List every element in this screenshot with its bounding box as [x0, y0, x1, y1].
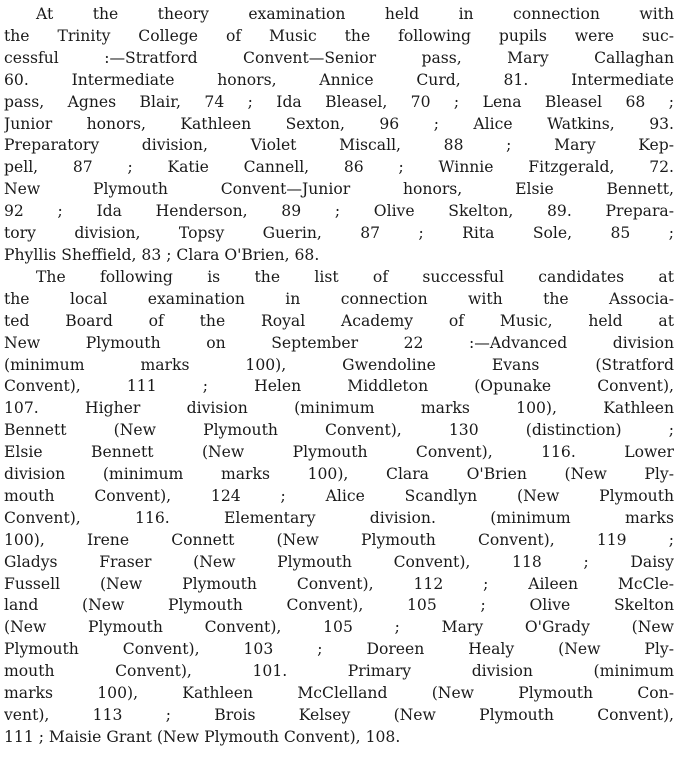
text-line: pass, Agnes Blair, 74 ; Ida Bleasel, 70 ; Lena Bleasel 68 ; [4, 92, 674, 111]
text-line: cessful :—Stratford Convent—Senior pass, Mary Callaghan [4, 48, 674, 67]
text-line: Convent), 116. Elementary division. (minimum marks [4, 508, 674, 527]
text-line: New Plymouth Convent—Junior honors, Elsie Bennett, [4, 180, 674, 199]
text-line: 111 ; Maisie Grant (New Plymouth Convent), 108. [4, 727, 401, 746]
text-line: Gladys Fraser (New Plymouth Convent), 118 ; Daisy [4, 552, 674, 571]
text-line: Plymouth Convent), 103 ; Doreen Healy (New Ply- [4, 640, 674, 659]
text-line: The following is the list of successful candidates at [36, 267, 674, 286]
text-line: Fussell (New Plymouth Convent), 112 ; Aileen McCle- [4, 574, 674, 593]
text-line: (minimum marks 100), Gwendoline Evans (Stratford [4, 355, 674, 374]
text-line: mouth Convent), 124 ; Alice Scandlyn (New Plymouth [4, 486, 674, 505]
text-line: Bennett (New Plymouth Convent), 130 (distinction) ; [4, 421, 674, 440]
text-line: At the theory examination held in connection with [36, 5, 674, 23]
text-line: Elsie Bennett (New Plymouth Convent), 116. Lower [4, 443, 674, 462]
text-line: Convent), 111 ; Helen Middleton (Opunake Convent), [4, 377, 674, 396]
text-line: New Plymouth on September 22 :—Advanced division [4, 333, 674, 352]
text-line: land (New Plymouth Convent), 105 ; Olive Skelton [4, 596, 674, 615]
text-line: Junior honors, Kathleen Sexton, 96 ; Alice Watkins, 93. [4, 114, 674, 133]
text-line: Phyllis Sheffield, 83 ; Clara O'Brien, 68. [4, 245, 320, 264]
text-line: mouth Convent), 101. Primary division (minimum [4, 662, 674, 681]
text-line: 100), Irene Connett (New Plymouth Convent), 119 ; [4, 530, 674, 549]
paragraph-trinity-college-results [4, 4, 674, 267]
text-line: division (minimum marks 100), Clara O'Brien (New Ply- [4, 465, 674, 484]
text-line: the local examination in connection with the Associa- [4, 289, 674, 308]
text-line: Preparatory division, Violet Miscall, 88 ; Mary Kep- [4, 136, 674, 155]
text-line: ted Board of the Royal Academy of Music, held at [4, 311, 674, 330]
text-line: vent), 113 ; Brois Kelsey (New Plymouth Convent), [4, 706, 674, 724]
text-line: pell, 87 ; Katie Cannell, 86 ; Winnie Fitzgerald, 72. [4, 158, 674, 177]
text-line: 92 ; Ida Henderson, 89 ; Olive Skelton, 89. Prepara- [4, 202, 674, 221]
text-line: 107. Higher division (minimum marks 100), Kathleen [4, 399, 674, 418]
text-line: (New Plymouth Convent), 105 ; Mary O'Grady (New [4, 618, 674, 637]
paragraph-associated-board-results [4, 267, 674, 749]
text-line: tory division, Topsy Guerin, 87 ; Rita Sole, 85 ; [4, 224, 674, 243]
text-line: the Trinity College of Music the following pupils were suc- [4, 26, 674, 45]
text-line: marks 100), Kathleen McClelland (New Plymouth Con- [4, 684, 674, 703]
text-line: 60. Intermediate honors, Annice Curd, 81. Intermediate [4, 70, 674, 89]
